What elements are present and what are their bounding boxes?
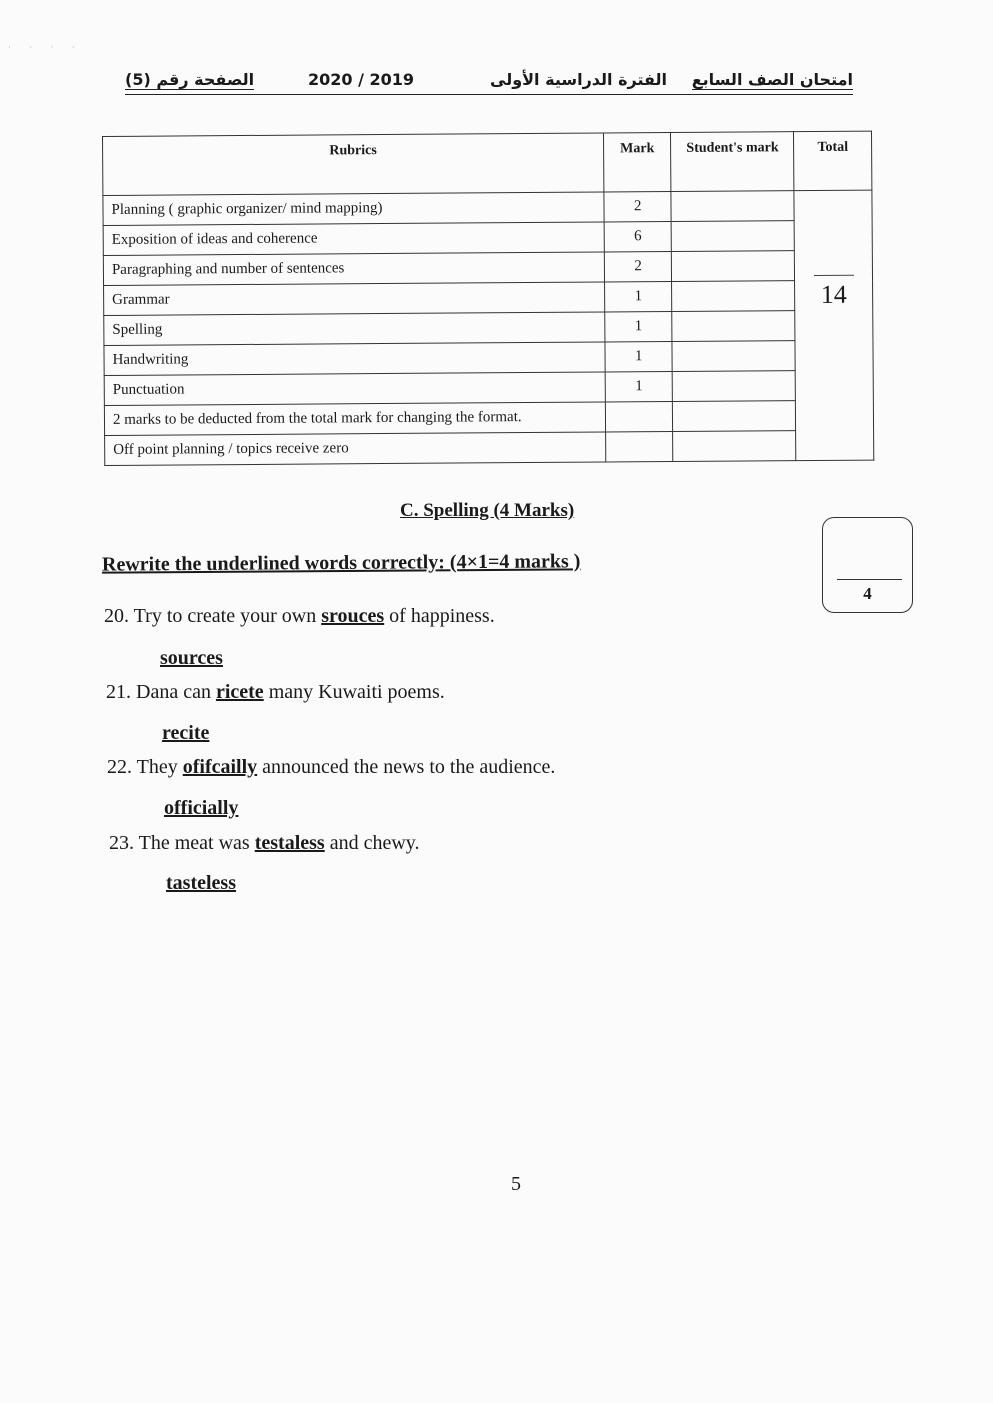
rubric-label: Handwriting: [104, 342, 605, 375]
score-total: 4: [863, 584, 872, 603]
question-text-after: announced the news to the audience.: [262, 756, 556, 778]
header-divider: [125, 94, 853, 95]
student-mark-cell[interactable]: [672, 341, 795, 372]
section-title: C. Spelling (4 Marks): [400, 500, 575, 521]
rubric-mark: 2: [604, 252, 672, 282]
score-line: [837, 579, 902, 580]
student-mark-cell[interactable]: [673, 431, 796, 462]
table-row: [105, 430, 874, 465]
student-mark-cell[interactable]: [672, 221, 795, 252]
answer-20: sources: [160, 647, 223, 669]
question-text-after: and chewy.: [329, 832, 420, 854]
section-instruction: Rewrite the underlined words correctly: (4×1=4 marks ): [101, 550, 581, 576]
rubric-label: Planning ( graphic organizer/ mind mapping): [103, 192, 604, 225]
rubrics-column-header: Rubrics: [103, 133, 604, 195]
student-mark-cell[interactable]: [672, 281, 795, 312]
rubric-label: Spelling: [104, 312, 605, 345]
mark-column-header: Mark: [603, 133, 671, 192]
misspelled-word: srouces: [321, 605, 385, 627]
question-text-before: Dana can: [136, 681, 211, 703]
total-cell: [794, 190, 874, 461]
rubric-mark: 6: [604, 222, 672, 252]
header-term: الفترة الدراسية الأولى: [490, 70, 668, 89]
rubric-mark: 1: [605, 312, 673, 342]
rubric-mark: 1: [604, 282, 672, 312]
total-line: [814, 275, 854, 276]
student-mark-cell[interactable]: [673, 401, 796, 432]
question-text-before: They: [136, 756, 178, 778]
question-20: [104, 605, 495, 628]
rubric-label: 2 marks to be deducted from the total mark for changing the format.: [104, 402, 605, 435]
misspelled-word: ofifcailly: [182, 756, 258, 778]
question-text-before: Try to create your own: [133, 605, 317, 627]
rubric-label: Paragraphing and number of sentences: [103, 252, 604, 285]
student-mark-column-header: Student's mark: [671, 132, 794, 192]
rubric-label: Off point planning / topics receive zero: [105, 432, 606, 465]
answer-21: recite: [162, 722, 210, 744]
page-header: [125, 62, 853, 96]
question-21: [106, 681, 445, 704]
question-number: 23.: [109, 832, 134, 854]
rubric-header-row: [103, 131, 872, 195]
rubric-mark: 1: [605, 342, 673, 372]
misspelled-word: testaless: [254, 832, 325, 854]
answer-22: officially: [164, 797, 239, 819]
total-value: 14: [820, 279, 847, 309]
header-year: 2020 / 2019: [308, 70, 415, 89]
student-mark-cell[interactable]: [673, 371, 796, 402]
answer-23: tasteless: [166, 872, 236, 894]
question-text-before: The meat was: [138, 832, 250, 854]
student-mark-cell[interactable]: [672, 311, 795, 342]
rubric-mark: [605, 432, 673, 462]
misspelled-word: ricete: [215, 681, 264, 703]
rubric-label: Exposition of ideas and coherence: [103, 222, 604, 255]
rubric-mark: 2: [604, 192, 672, 222]
rubric-table: [102, 131, 874, 466]
page-number: 5: [511, 1173, 521, 1195]
question-number: 20.: [104, 605, 129, 627]
question-text-after: of happiness.: [389, 605, 495, 627]
student-mark-cell[interactable]: [671, 191, 794, 222]
header-exam-title: امتحان الصف السابع: [691, 70, 853, 89]
question-text-after: many Kuwaiti poems.: [268, 681, 445, 703]
question-number: 22.: [107, 756, 132, 778]
total-column-header: Total: [794, 131, 872, 191]
section-score-box: [822, 517, 913, 613]
question-number: 21.: [106, 681, 131, 703]
student-mark-cell[interactable]: [672, 251, 795, 282]
rubric-label: Punctuation: [104, 372, 605, 405]
header-page-label: الصفحة رقم (5): [125, 70, 255, 89]
question-23: [109, 832, 419, 855]
question-22: [107, 756, 555, 779]
rubric-label: Grammar: [104, 282, 605, 315]
scan-specks: · · · ·: [8, 42, 83, 52]
rubric-mark: [605, 402, 673, 432]
rubric-mark: 1: [605, 372, 673, 402]
